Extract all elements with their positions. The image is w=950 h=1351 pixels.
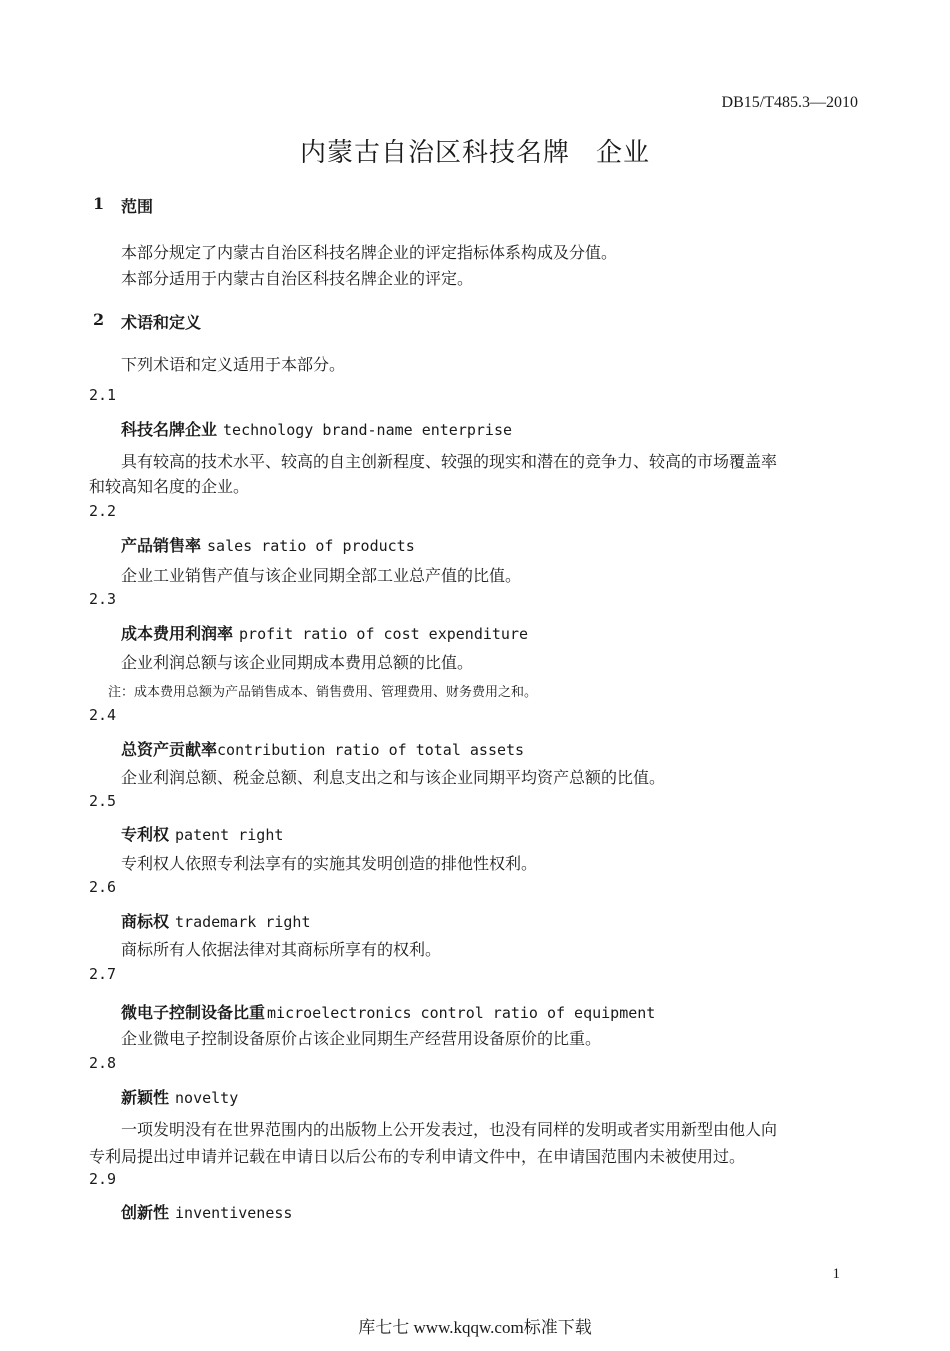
term-zh: 总资产贡献率 — [121, 740, 218, 759]
term-heading — [121, 1085, 238, 1108]
term-zh: 成本费用利润率 — [121, 624, 234, 643]
term-en: sales ratio of products — [207, 537, 415, 555]
term-definition: 商标所有人依据法律对其商标所享有的权利。 — [121, 940, 442, 959]
term-definition: 一项发明没有在世界范围内的出版物上公开发表过，也没有同样的发明或者实用新型由他人向 — [121, 1120, 778, 1139]
term-zh: 专利权 — [121, 825, 170, 844]
term-heading — [121, 1000, 655, 1023]
clause-number: 2.7 — [89, 965, 117, 983]
term-zh: 新颖性 — [121, 1088, 170, 1107]
term-heading — [121, 822, 283, 845]
term-zh: 科技名牌企业 — [121, 420, 218, 439]
term-en: contribution ratio of total assets — [217, 741, 525, 759]
clause-number: 2.4 — [89, 706, 117, 724]
term-definition: 和较高知名度的企业。 — [89, 477, 250, 496]
term-heading — [121, 909, 310, 932]
clause-number: 2.2 — [89, 502, 117, 520]
term-definition: 专利权人依照专利法享有的实施其发明创造的排他性权利。 — [121, 854, 538, 873]
term-zh: 微电子控制设备比重 — [121, 1003, 266, 1022]
term-en: trademark right — [175, 913, 311, 931]
term-zh: 创新性 — [121, 1203, 170, 1222]
term-heading — [121, 621, 528, 644]
term-heading — [121, 533, 415, 556]
clause-number: 2.9 — [89, 1170, 117, 1188]
term-definition: 企业工业销售产值与该企业同期全部工业总产值的比值。 — [121, 566, 522, 585]
term-definition: 企业微电子控制设备原价占该企业同期生产经营用设备原价的比重。 — [121, 1029, 602, 1048]
term-en: microelectronics control ratio of equipment — [267, 1004, 656, 1022]
clause-number: 2.5 — [89, 792, 117, 810]
title-sub: 企业 — [596, 138, 651, 168]
section-1-paragraph: 本部分规定了内蒙古自治区科技名牌企业的评定指标体系构成及分值。 — [121, 243, 618, 262]
term-heading — [121, 1200, 292, 1223]
section-1-paragraph: 本部分适用于内蒙古自治区科技名牌企业的评定。 — [121, 269, 474, 288]
term-en: novelty — [175, 1089, 239, 1107]
footer-source: 库七七 www.kqqw.com标准下载 — [358, 1318, 592, 1337]
section-1-title: 范围 — [121, 197, 154, 216]
term-note: 注：成本费用总额为产品销售成本、销售费用、管理费用、财务费用之和。 — [108, 685, 538, 700]
clause-number: 2.6 — [89, 878, 117, 896]
section-2-intro: 下列术语和定义适用于本部分。 — [121, 355, 346, 374]
term-heading — [121, 737, 524, 760]
term-en: inventiveness — [175, 1204, 293, 1222]
term-en: patent right — [175, 826, 284, 844]
standard-code: DB15/T485.3—2010 — [721, 94, 858, 111]
section-1-number: 1 — [93, 194, 105, 213]
term-zh: 商标权 — [121, 912, 170, 931]
clause-number: 2.3 — [89, 590, 117, 608]
section-2-number: 2 — [93, 310, 105, 329]
term-en: technology brand-name enterprise — [223, 421, 512, 439]
section-2-title: 术语和定义 — [121, 313, 202, 332]
term-heading — [121, 417, 512, 440]
term-definition: 具有较高的技术水平、较高的自主创新程度、较强的现实和潜在的竞争力、较高的市场覆盖率 — [121, 452, 778, 471]
term-zh: 产品销售率 — [121, 536, 202, 555]
clause-number: 2.8 — [89, 1054, 117, 1072]
term-definition: 企业利润总额与该企业同期成本费用总额的比值。 — [121, 653, 474, 672]
document-title — [0, 132, 950, 169]
term-en: profit ratio of cost expenditure — [239, 625, 528, 643]
term-definition: 专利局提出过申请并记载在申请日以后公布的专利申请文件中，在申请国范围内未被使用过。 — [89, 1147, 746, 1166]
clause-number: 2.1 — [89, 386, 117, 404]
title-main: 内蒙古自治区科技名牌 — [299, 138, 570, 168]
term-definition: 企业利润总额、税金总额、利息支出之和与该企业同期平均资产总额的比值。 — [121, 768, 666, 787]
page-number: 1 — [832, 1266, 840, 1282]
